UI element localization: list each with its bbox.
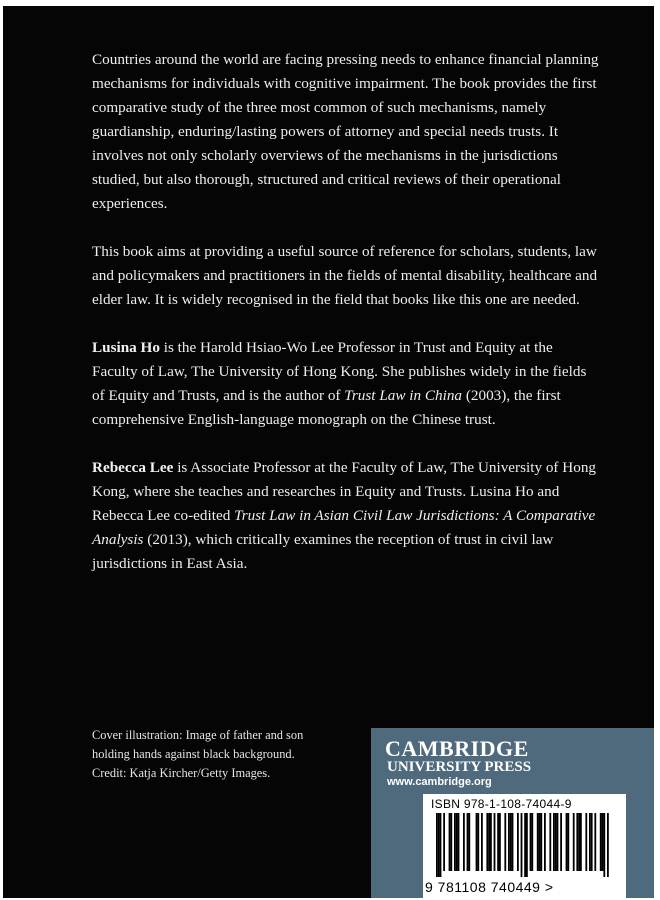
back-cover (3, 6, 654, 898)
barcode-box (423, 794, 626, 898)
author-name: Lusina Ho (92, 339, 160, 356)
barcode-bar (504, 813, 506, 871)
barcode-bar (499, 813, 501, 871)
barcode-bar (537, 813, 539, 871)
barcode-bar (517, 813, 519, 871)
barcode-bar (560, 813, 562, 871)
barcode-bar (524, 813, 526, 877)
barcode-bar (477, 813, 479, 871)
barcode-bar (521, 813, 523, 877)
barcode-bar (531, 813, 533, 871)
barcode-bar (454, 813, 456, 871)
barcode-bar (510, 813, 512, 871)
author-bio-lusina-ho (92, 336, 602, 432)
barcode-bar (567, 813, 569, 871)
barcode-bar (450, 813, 452, 871)
cover-illustration-credit (92, 726, 352, 783)
author-bio-text: is Associate Professor at the Faculty of Law, The University of Hong Kong, where she teaches and researches in Equity and Trusts. Lusina Ho and Rebecca Lee co-edited (92, 459, 597, 524)
barcode-bar (436, 813, 438, 877)
barcode-digits: 9 781108 740449 > (425, 879, 554, 895)
barcode-bar (468, 813, 470, 871)
barcode-bar (557, 813, 559, 871)
barcode-bar (456, 813, 458, 871)
barcode-bar (594, 813, 596, 871)
barcode-bar (553, 813, 555, 871)
barcode-bar (530, 813, 532, 871)
author-bio-text: is the Harold Hsiao-Wo Lee Professor in Trust and Equity at the Faculty of Law, The University of Hong Kong. She publishes widely in the fields of Equity and Trusts, and is the author of (92, 339, 587, 404)
publisher-subtitle: UNIVERSITY PRESS (387, 759, 532, 775)
barcode-bar (585, 813, 587, 871)
barcode-bar (589, 813, 591, 871)
barcode-bar (494, 813, 496, 871)
barcode-bar (573, 813, 575, 871)
author-bio-text: (2013), which critically examines the reception of trust in civil law jurisdictions in East Asia. (92, 531, 554, 572)
barcode-bar (467, 813, 469, 871)
barcode-bar (566, 813, 568, 871)
barcode-bar (540, 813, 542, 871)
author-name: Rebecca Lee (92, 459, 174, 476)
barcode-bar (497, 813, 499, 871)
credit-line: Cover illustration: Image of father and son (92, 728, 304, 742)
barcode-bar (578, 813, 580, 871)
barcode-bar (600, 813, 602, 871)
barcode-bar (591, 813, 593, 871)
barcode-bar (580, 813, 582, 871)
barcode-bar (488, 813, 490, 871)
barcode-bar (602, 813, 604, 871)
publisher-name: CAMBRIDGE (385, 736, 529, 761)
barcode-bar (449, 813, 451, 871)
barcode-bar (443, 813, 445, 871)
barcode-bar (539, 813, 541, 871)
barcode-bar (607, 813, 609, 877)
barcode-bar (490, 813, 492, 871)
barcode-bar (440, 813, 442, 877)
barcode-bars (428, 813, 621, 877)
publisher-url: www.cambridge.org (387, 776, 492, 788)
barcode-bar (576, 813, 578, 871)
description-paragraph-2: This book aims at providing a useful source of reference for scholars, students, law and policymakers and practitioners in the fields of mental disability, healthcare and elder law. It is widely recognised in the field that books like this one are needed. (92, 243, 598, 308)
isbn-label: ISBN 978-1-108-74044-9 (431, 797, 572, 811)
credit-line: holding hands against black background. (92, 747, 295, 761)
barcode-bar (458, 813, 460, 871)
book-title: Trust Law in China (344, 387, 463, 404)
barcode-bar (438, 813, 440, 877)
barcode-bar (555, 813, 557, 871)
author-bio-text: (2003), the first comprehensive English-language monograph on the Chinese trust. (92, 387, 561, 428)
barcode-bar (481, 813, 483, 871)
barcode-bar (486, 813, 488, 871)
barcode-bar (549, 813, 551, 871)
blurb-text-block (92, 48, 602, 600)
barcode-bar (463, 813, 465, 871)
credit-line: Credit: Katja Kircher/Getty Images. (92, 766, 271, 780)
barcode-bar (526, 813, 528, 877)
book-title: Trust Law in Asian Civil Law Jurisdictions: A Comparative Analysis (92, 507, 596, 548)
barcode-bar (508, 813, 510, 871)
barcode-bar (476, 813, 478, 871)
description-paragraph-1: Countries around the world are facing pressing needs to enhance financial planning mechanisms for individuals with cognitive impairment. The book provides the first comparative study of the three most common of such mechanisms, namely guardianship, enduring/lasting powers of attorney and special needs trusts. It involves not only scholarly overviews of the mechanisms in the jurisdictions studied, but also thorough, structured and critical reviews of their operational experiences. (92, 51, 599, 212)
publisher-panel (371, 728, 654, 898)
barcode-bar (512, 813, 514, 871)
barcode-bar (544, 813, 546, 871)
barcode-bar (603, 813, 605, 877)
author-bio-rebecca-lee (92, 456, 602, 576)
